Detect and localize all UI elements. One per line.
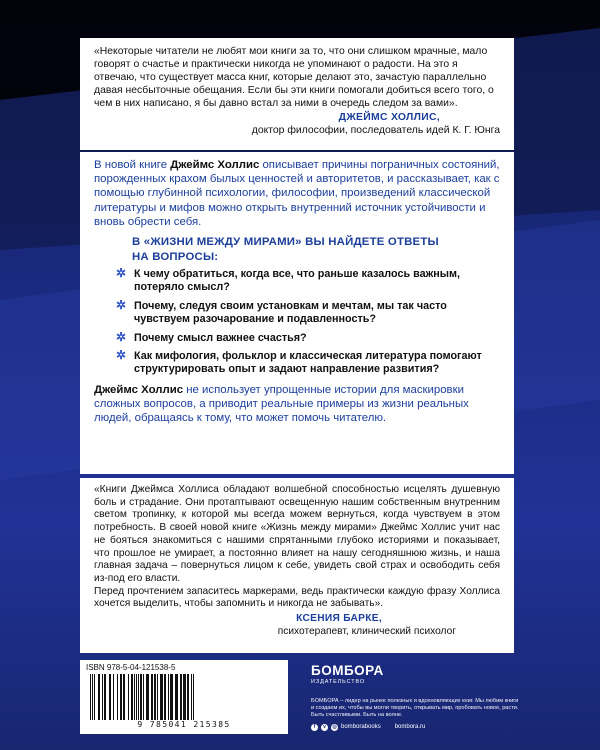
barcode-bar — [187, 674, 189, 720]
question-text: Почему, следуя своим установкам и мечтам, мы так часто чувствуем разочарование и подавленность? — [134, 299, 447, 326]
barke-quote-text: «Книги Джеймса Холлиса обладают волшебной способностью исцелять душевную боль и страдание. Они протаптывают освещенную нашим собственным внутренним светом тропинку, к которой мы всегда можем вернуться, когда чувствуем в этом потребность. В своей новой книге «Жизнь между мирами» Джеймс Холлис учит нас не бояться знакомиться с нашими спрятанными глубоко историями и показывает, что прошлое не умирает, а постоянно влияет на нашу сегодняшнюю жизнь, и наша главная задача – повернуться лицом к себе, увидеть свой страх и освободить себя из-под его власти. — [94, 484, 500, 584]
barcode-bar — [117, 674, 118, 720]
description-panel — [80, 152, 514, 474]
barcode-bar — [92, 674, 93, 720]
barcode-bar — [98, 674, 100, 720]
barcode-bar — [128, 674, 129, 720]
barke-signature — [94, 613, 500, 638]
barcode-bar — [180, 674, 182, 720]
list-item — [116, 268, 500, 295]
hollis-title: доктор философии, последователь идей К. Г. Юнга — [251, 125, 500, 136]
barcode-image — [86, 674, 282, 720]
hollis-quote-text: «Некоторые читатели не любят мои книги за то, что они слишком мрачные, мало говорят о счастье и практически никогда не упоминают о радости. На это я отвечаю, что существует масса книг, которые делают это, зачастую параллельно давая несбыточные обещания. Если бы эти книги помогали добиться всего того, о чем в них написано, я бы давно встал за ними в очередь следом за вами». — [94, 46, 494, 109]
barcode-bar — [193, 674, 194, 720]
barcode-bar — [113, 674, 114, 720]
publisher-logo: БОМБОРА — [311, 663, 384, 678]
quote-panel-hollis — [80, 38, 514, 150]
publisher-subtitle: ИЗДАТЕЛЬСТВО — [311, 679, 366, 685]
barcode-bar — [94, 674, 95, 720]
isbn-label: ISBN 978-5-04-121538-5 — [86, 663, 176, 672]
star-bullet-icon: ✲ — [116, 348, 127, 363]
publisher-site[interactable]: bombora.ru — [394, 724, 426, 731]
questions-list — [94, 268, 500, 377]
hollis-signature — [94, 111, 500, 137]
barcode-bar — [168, 674, 169, 720]
list-item — [116, 350, 500, 377]
hollis-name: ДЖЕЙМС ХОЛЛИС, — [338, 112, 440, 123]
barcode-bar — [134, 674, 135, 720]
instagram-icon[interactable]: ◎ — [332, 723, 337, 730]
intro-paragraph — [94, 158, 500, 229]
barcode-bar — [157, 674, 158, 720]
barcode-bar — [164, 674, 166, 720]
barcode-bar — [104, 674, 106, 720]
barcode-bar — [191, 674, 192, 720]
intro-lead: В новой книге — [94, 159, 171, 171]
barcode-bar — [131, 674, 133, 720]
outro-rest: не использует упрощенные истории для маскировки сложных вопросов, а приводит реальные примеры из жизни реальных людей, обращаясь к тому, что может помочь читателю. — [94, 383, 469, 425]
publisher-links — [311, 724, 521, 731]
barcode-digits: 9 785041 215385 — [137, 720, 231, 729]
barcode-bar — [136, 674, 137, 720]
barcode-bar — [123, 674, 125, 720]
list-item — [116, 297, 500, 327]
barcode-bar — [175, 674, 178, 720]
barke-title: психотерапевт, клинический психолог — [277, 625, 456, 637]
questions-heading-line1: В «ЖИЗНИ МЕЖДУ МИРАМИ» ВЫ НАЙДЕТЕ ОТВЕТЫ — [132, 236, 439, 249]
questions-heading — [132, 235, 500, 265]
question-text: Как мифология, фольклор и классическая литература помогают структурировать опыт и задают направление развития? — [134, 350, 482, 376]
barcode-bar — [120, 674, 122, 720]
outro-author: Джеймс Холлис — [94, 383, 184, 396]
barcode-block — [80, 660, 288, 734]
barcode-bar — [183, 674, 186, 720]
barcode-bar — [109, 674, 111, 720]
intro-author: Джеймс Холлис — [170, 159, 260, 171]
barcode-bar — [90, 674, 91, 720]
question-text: К чему обратиться, когда все, что раньше казалось важным, потеряло смысл? — [134, 268, 460, 294]
vk-icon[interactable]: v — [321, 724, 328, 731]
publisher-handle[interactable]: bomborabooks — [341, 724, 381, 731]
outro-paragraph — [94, 383, 500, 426]
barcode-bar — [143, 674, 144, 720]
barke-quote-text-2: Перед прочтением запаситесь маркерами, ведь практически каждую фразу Холлиса хочется выделить, чтобы запомнить и никогда не забывать». — [94, 585, 500, 610]
star-bullet-icon: ✲ — [116, 329, 127, 344]
star-bullet-icon: ✲ — [116, 297, 127, 312]
questions-heading-line2: НА ВОПРОСЫ: — [132, 251, 219, 264]
barcode-bar — [154, 674, 156, 720]
question-text: Почему смысл важнее счастья? — [134, 331, 307, 344]
publisher-block — [311, 664, 521, 731]
publisher-description: БОМБОРА – лидер на рынке полезных и вдохновляющих книг. Мы любим книги и создаем их, чтобы вы могли творить, открывать мир, пробовать новое, расти. Быть счастливыми. Быть на волне. — [311, 698, 519, 719]
barcode-bar — [146, 674, 149, 720]
barcode-bar — [151, 674, 153, 720]
barcode-bar — [102, 674, 103, 720]
barke-name: КСЕНИЯ БАРКЕ, — [296, 613, 382, 625]
barcode-bar — [170, 674, 173, 720]
quote-panel-barke — [80, 478, 514, 653]
star-bullet-icon: ✲ — [116, 266, 127, 281]
barcode-bar — [160, 674, 163, 720]
barcode-bar — [138, 674, 139, 720]
list-item — [116, 329, 500, 345]
facebook-icon[interactable]: f — [311, 724, 318, 731]
barcode-bar — [140, 674, 142, 720]
intro-rest: описывает причины пограничных состояний, порожденных крахом былых ценностей и авторитетов, и рассказывает, как с помощью глубинной психологии, философии, произведений классической литературы и мифов можно открыть внутренний источник устойчивости и вновь обрести себя. — [94, 159, 500, 228]
